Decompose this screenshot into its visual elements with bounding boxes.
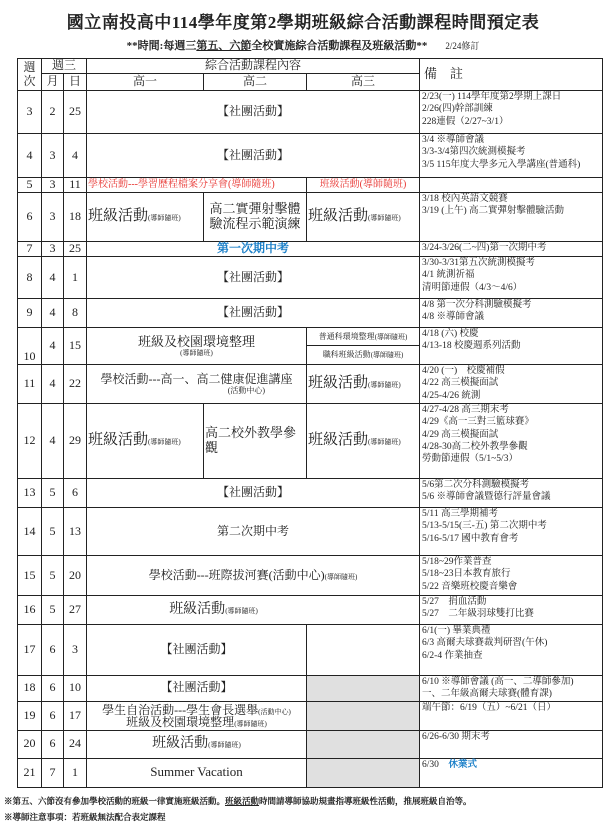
notes: 6/10 ※導師會議 (高一、二導師參加) 一、二年級高爾夫球賽(體育課) — [420, 676, 603, 702]
day: 20 — [64, 556, 87, 596]
subtitle-post: 全校實施綜合活動課程及班級活動** — [251, 40, 428, 52]
header-content: 綜合活動課程內容 — [87, 59, 420, 74]
notes: 4/8 第一次分科測驗模擬考 4/8 ※導師會議 — [420, 299, 603, 328]
day: 6 — [64, 479, 87, 508]
month: 4 — [42, 257, 64, 299]
header-day: 日 — [64, 74, 87, 91]
notes: 3/18 校內英語文競賽 3/19 (上午) 高二實彈射擊體驗活動 — [420, 193, 603, 242]
table-row — [18, 556, 603, 596]
school-activity: 學校活動---班際拔河賽(活動中心)(導師隨班) — [87, 556, 420, 596]
activity-g2: 高二實彈射擊體驗流程示範演練 — [204, 193, 307, 242]
week: 20 — [18, 730, 42, 758]
day: 11 — [64, 178, 87, 193]
day: 10 — [64, 676, 87, 702]
week: 10 — [18, 328, 42, 365]
month: 6 — [42, 676, 64, 702]
activity: 【社團活動】 — [87, 479, 420, 508]
month: 2 — [42, 91, 64, 134]
activity: 【社團活動】 — [87, 299, 420, 328]
subtitle — [0, 37, 606, 53]
activity-g1: 班級活動(導師隨班) — [87, 404, 204, 479]
month: 5 — [42, 596, 64, 625]
activity: 學生自治活動---學生會長選舉(活動中心) 班級及校園環境整理(導師隨班) — [87, 701, 307, 730]
week: 13 — [18, 479, 42, 508]
table-row — [18, 479, 603, 508]
header-month: 月 — [42, 74, 64, 91]
month: 3 — [42, 178, 64, 193]
month: 5 — [42, 479, 64, 508]
week: 11 — [18, 365, 42, 404]
activity-g3: 班級活動(導師隨班) — [307, 193, 420, 242]
school-activity: 學校活動---學習歷程檔案分享會(導師隨班) — [87, 178, 307, 193]
notes: 5/11 高三學期補考 5/13-5/15(三-五) 第二次期中考 5/16-5/17 國中教育會考 — [420, 508, 603, 556]
table-row — [18, 299, 603, 328]
activity-g3-empty — [307, 701, 420, 730]
footer-note-2: ※導師注意事項：若班級無法配合表定課程 — [4, 812, 166, 822]
day: 3 — [64, 625, 87, 676]
revision-date: 2/24修訂 — [445, 41, 480, 51]
month: 5 — [42, 556, 64, 596]
month: 6 — [42, 701, 64, 730]
day: 1 — [64, 257, 87, 299]
table-row — [18, 625, 603, 676]
activity: 班級活動(導師隨班) — [87, 730, 307, 758]
subtitle-pre: **時間:每週三 — [126, 40, 197, 52]
month: 6 — [42, 730, 64, 758]
table-row — [18, 365, 603, 404]
table-row — [18, 257, 603, 299]
week: 19 — [18, 701, 42, 730]
month: 4 — [42, 299, 64, 328]
week: 18 — [18, 676, 42, 702]
notes: 3/4 ※導師會議 3/3-3/4第四次統測模擬考 3/5 115年度大學多元入學講座(普通科) — [420, 134, 603, 178]
activity-g3: 班級活動(導師隨班) — [307, 404, 420, 479]
week: 9 — [18, 299, 42, 328]
month: 3 — [42, 242, 64, 257]
month: 7 — [42, 758, 64, 787]
day: 27 — [64, 596, 87, 625]
day: 25 — [64, 242, 87, 257]
day: 25 — [64, 91, 87, 134]
table-row — [18, 676, 603, 702]
month: 3 — [42, 134, 64, 178]
activity-g2: 高二校外教學參觀 — [204, 404, 307, 479]
week: 8 — [18, 257, 42, 299]
week: 7 — [18, 242, 42, 257]
activity-g3: 班級活動(導師隨班) — [307, 365, 420, 404]
day: 18 — [64, 193, 87, 242]
day: 29 — [64, 404, 87, 479]
activity: 班級及校園環境整理 (導師隨班) — [87, 328, 307, 365]
week: 3 — [18, 91, 42, 134]
notes: 6/1(一) 畢業典禮 6/3 高爾夫球賽裁判研習(午休) 6/2-4 作業抽查 — [420, 625, 603, 676]
month: 5 — [42, 508, 64, 556]
table-row — [18, 91, 603, 134]
week: 21 — [18, 758, 42, 787]
activity: Summer Vacation — [87, 758, 307, 787]
activity: 【社團活動】 — [87, 257, 420, 299]
header-g2: 高二 — [204, 74, 307, 91]
activity: 【社團活動】 — [87, 134, 420, 178]
exam: 第二次期中考 — [87, 508, 420, 556]
week: 12 — [18, 404, 42, 479]
activity-g3-vocational: 職科班級活動(導師隨班) — [307, 346, 420, 365]
table-row — [18, 596, 603, 625]
week: 6 — [18, 193, 42, 242]
notes: 2/23(一) 114學年度第2學期上課日 2/26(四)幹部訓練 228連假（2/27~3/1） — [420, 91, 603, 134]
activity: 【社團活動】 — [87, 676, 307, 702]
day: 13 — [64, 508, 87, 556]
activity: 班級活動(導師隨班) — [87, 596, 420, 625]
table-row — [18, 242, 603, 257]
activity-g3-empty — [307, 625, 420, 676]
week: 15 — [18, 556, 42, 596]
activity-g3: 班級活動(導師隨班) — [307, 178, 420, 193]
activity: 【社團活動】 — [87, 625, 307, 676]
week: 4 — [18, 134, 42, 178]
day: 1 — [64, 758, 87, 787]
activity-g3-empty — [307, 758, 420, 787]
exam: 第一次期中考 — [87, 242, 420, 257]
day: 15 — [64, 328, 87, 365]
footer-note-1: ※第五、六節沒有參加學校活動的班級一律實施班級活動。班級活動時間請導師協助規畫指導班級性活動，推展班級自治等。 — [4, 796, 472, 806]
notes: 4/18 (六) 校慶 4/13-18 校慶週系列活動 — [420, 328, 603, 365]
table-row — [18, 404, 603, 479]
table-row — [18, 701, 603, 730]
header-notes: 備 註 — [420, 59, 603, 91]
table-row — [18, 730, 603, 758]
month: 4 — [42, 365, 64, 404]
activity-g3-general: 普通科環境整理(導師隨班) — [307, 328, 420, 346]
day: 24 — [64, 730, 87, 758]
activity-g3-empty — [307, 676, 420, 702]
notes: 端午節：6/19（五）~6/21（日） — [420, 701, 603, 730]
table-row — [18, 758, 603, 787]
notes: 5/6第二次分科測驗模擬考 5/6 ※導師會議暨德行評量會議 — [420, 479, 603, 508]
table-row — [18, 508, 603, 556]
week: 5 — [18, 178, 42, 193]
notes: 3/24-3/26(二~四)第一次期中考 — [420, 242, 603, 257]
notes: 3/30-3/31第五次統測模擬考 4/1 統測祈福 清明節連假（4/3～4/6） — [420, 257, 603, 299]
table-row — [18, 193, 603, 242]
activity: 【社團活動】 — [87, 91, 420, 134]
day: 8 — [64, 299, 87, 328]
notes: 6/26-6/30 期末考 — [420, 730, 603, 758]
day: 17 — [64, 701, 87, 730]
table-row — [18, 178, 603, 193]
school-activity: 學校活動---高一、高二健康促進講座 (活動中心) — [87, 365, 307, 404]
notes — [420, 178, 603, 193]
header-g1: 高一 — [87, 74, 204, 91]
month: 6 — [42, 625, 64, 676]
notes: 5/27 捐血活動 5/27 二年級羽球雙打比賽 — [420, 596, 603, 625]
notes: 4/20 (一) 校慶補假 4/22 高三模擬面試 4/25-4/26 統測 — [420, 365, 603, 404]
notes: 5/18~29作業普查 5/18~23日本教育旅行 5/22 音樂班校慶音樂會 — [420, 556, 603, 596]
notes: 6/30 休業式 — [420, 758, 603, 787]
notes: 4/27-4/28 高三期末考 4/29《高一三對三籃球賽》 4/29 高三模擬面試 4/28-30高二校外教學參觀 勞動節連假（5/1~5/3） — [420, 404, 603, 479]
month: 4 — [42, 404, 64, 479]
header-week: 週次 — [18, 59, 42, 91]
week: 16 — [18, 596, 42, 625]
schedule-table — [17, 58, 603, 788]
activity-g1: 班級活動(導師隨班) — [87, 193, 204, 242]
header-wed: 週三 — [42, 59, 87, 74]
day: 22 — [64, 365, 87, 404]
week: 17 — [18, 625, 42, 676]
header-g3: 高三 — [307, 74, 420, 91]
table-row — [18, 328, 603, 346]
page-title: 國立南投高中114學年度第2學期班級綜合活動課程時間預定表 — [66, 13, 540, 32]
subtitle-periods: 第五、六節 — [196, 40, 252, 52]
month: 3 — [42, 193, 64, 242]
activity-g3-empty — [307, 730, 420, 758]
week: 14 — [18, 508, 42, 556]
month: 4 — [42, 328, 64, 365]
day: 4 — [64, 134, 87, 178]
table-row — [18, 134, 603, 178]
